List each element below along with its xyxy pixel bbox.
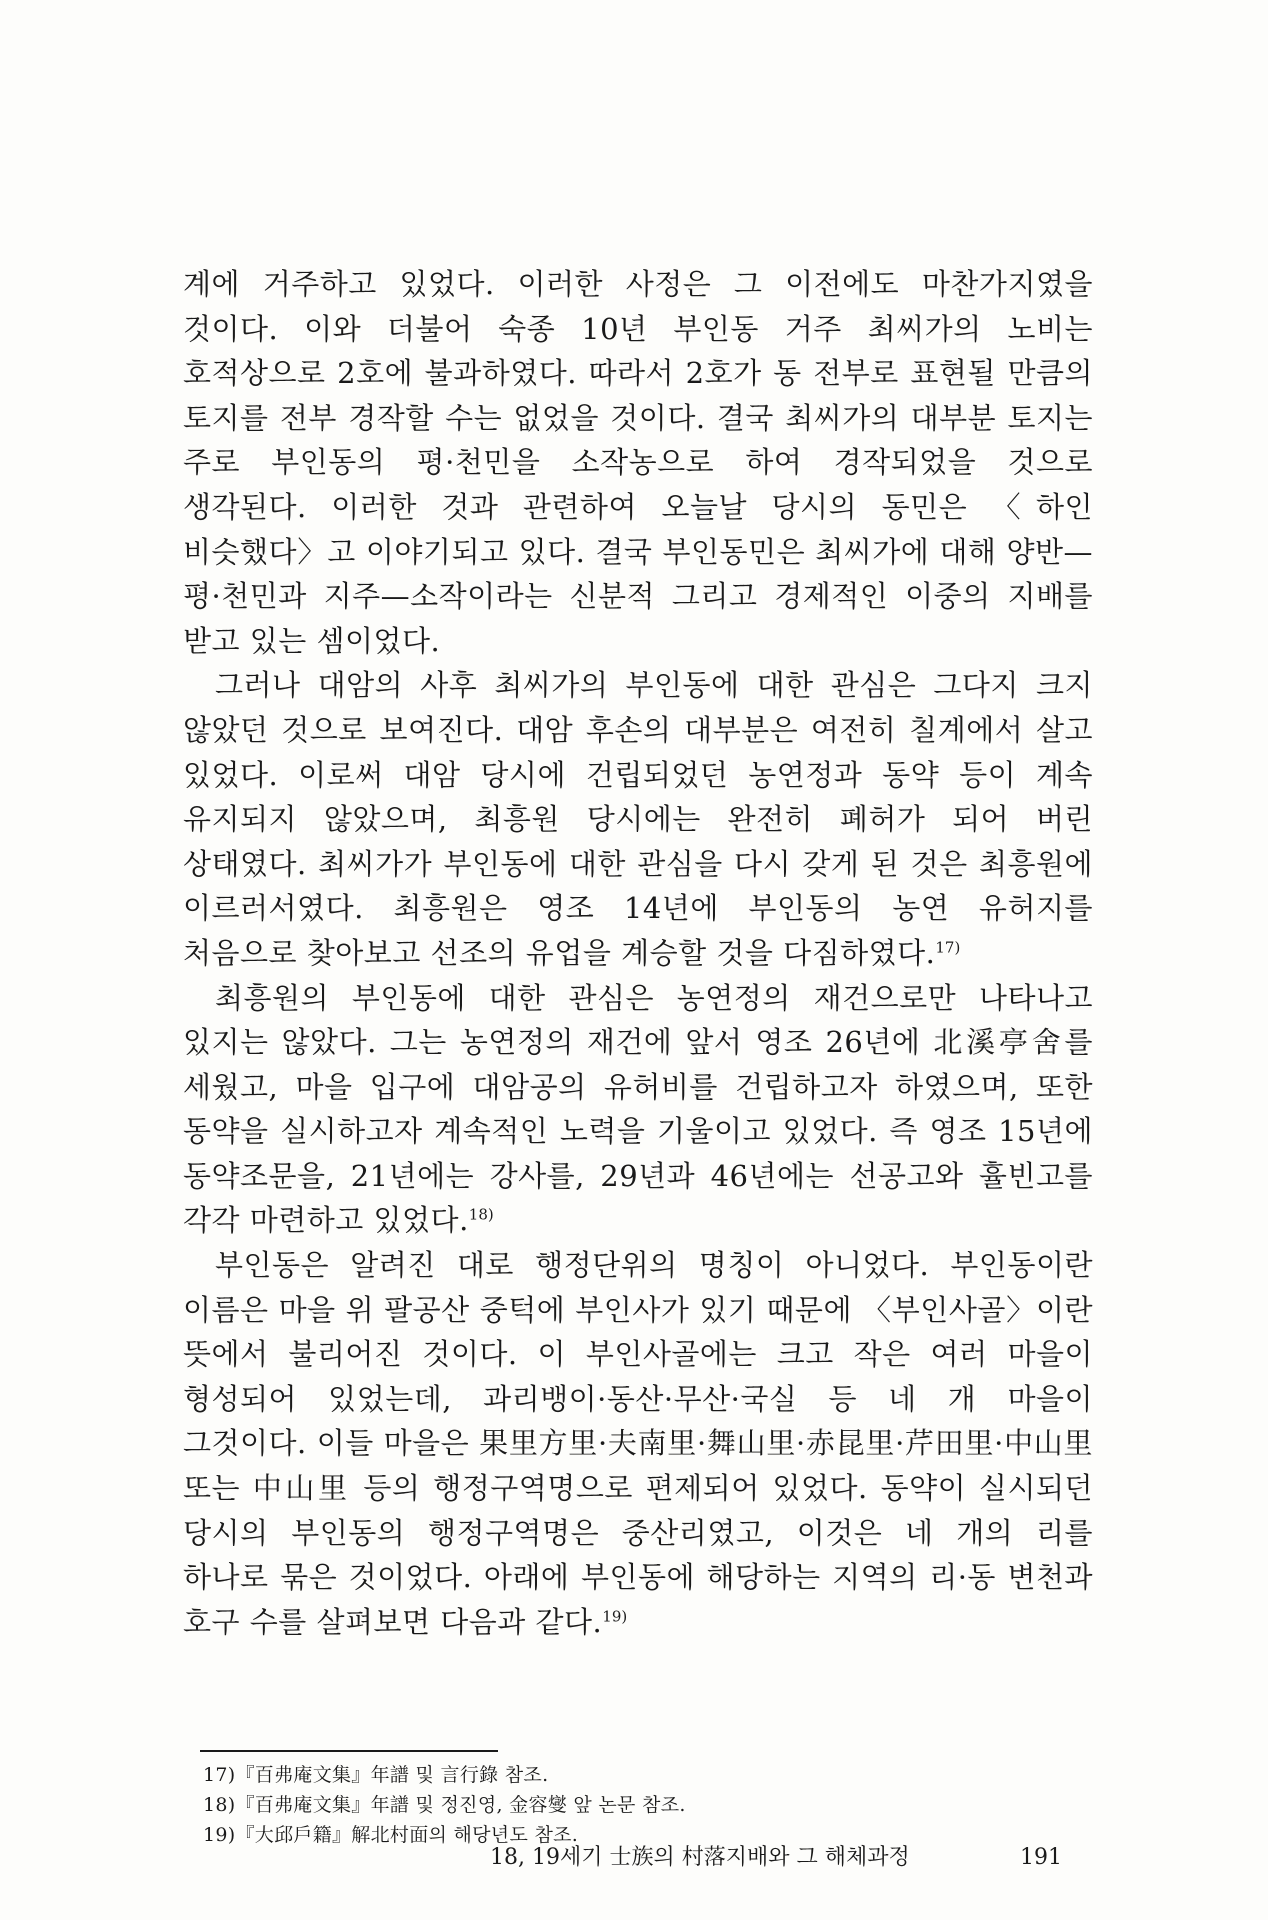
paragraph-3	[183, 976, 1093, 1244]
paragraph-3-text: 최흥원의 부인동에 대한 관심은 농연정의 재건으로만 나타나고 있지는 않았다. 그는 농연정의 재건에 앞서 영조 26년에 北溪亭舍를 세웠고, 마을 입구에 대암공의 유허비를 건립하고자 하였으며, 또한 동약을 실시하고자 계속적인 노력을 기울이고 있었다. 즉 영조 15년에 동약조문을, 21년에는 강사를, 29년과 46년에는 선공고와 휼빈고를 각각 마련하고 있었다.	[183, 980, 1093, 1238]
footnote-19: 19)『大邱戶籍』解北村面의 해당년도 참조.	[203, 1824, 579, 1846]
paragraph-4	[183, 1243, 1093, 1644]
paragraph-4-text: 부인동은 알려진 대로 행정단위의 명칭이 아니었다. 부인동이란 이름은 마을 위 팔공산 중턱에 부인사가 있기 때문에 〈부인사골〉이란 뜻에서 불리어진 것이다. 이 부인사골에는 크고 작은 여러 마을이 형성되어 있었는데, 과리뱅이·동산·무산·국실 등 네 개 마을이 그것이다. 이들 마을은 果里方里·夫南里·舞山里·赤昆里·芹田里·中山里 또는 中山里 등의 행정구역명으로 편제되어 있었다. 동약이 실시되던 당시의 부인동의 행정구역명은 중산리였고, 이것은 네 개의 리를 하나로 묶은 것이었다. 아래에 부인동에 해당하는 지역의 리·동 변천과 호구 수를 살펴보면 다음과 같다.	[183, 1248, 1093, 1639]
footnote-ref-17[interactable]: 17)	[935, 938, 961, 957]
footnotes	[203, 1760, 1063, 1850]
running-title: 18, 19세기 士族의 村落지배와 그 해체과정	[490, 1845, 910, 1870]
paragraph-2	[183, 663, 1093, 975]
running-footer	[490, 1838, 1090, 1878]
footnote-17: 17)『百弗庵文集』年譜 및 言行錄 참조.	[203, 1764, 549, 1786]
footnote-18: 18)『百弗庵文集』年譜 및 정진영, 金容燮 앞 논문 참조.	[203, 1794, 686, 1816]
footnote-ref-19[interactable]: 19)	[602, 1607, 628, 1626]
footnote-ref-18[interactable]: 18)	[468, 1205, 494, 1224]
body-text	[183, 262, 1093, 1644]
paragraph-1	[183, 262, 1093, 663]
paragraph-2-text: 그러나 대암의 사후 최씨가의 부인동에 대한 관심은 그다지 크지 않았던 것으로 보여진다. 대암 후손의 대부분은 여전히 칠계에서 살고 있었다. 이로써 대암 당시에 건립되었던 농연정과 동약 등이 계속 유지되지 않았으며, 최흥원 당시에는 완전히 폐허가 되어 버린 상태였다. 최씨가가 부인동에 대한 관심을 다시 갖게 된 것은 최흥원에 이르러서였다. 최흥원은 영조 14년에 부인동의 농연 유허지를 처음으로 찾아보고 선조의 유업을 계승할 것을 다짐하였다.	[183, 668, 1093, 970]
page-number: 191	[1020, 1845, 1062, 1870]
footnote-divider	[200, 1750, 498, 1752]
paragraph-1-text: 계에 거주하고 있었다. 이러한 사정은 그 이전에도 마찬가지였을 것이다. 이와 더불어 숙종 10년 부인동 거주 최씨가의 노비는 호적상으로 2호에 불과하였다. 따라서 2호가 동 전부로 표현될 만큼의 토지를 전부 경작할 수는 없었을 것이다. 결국 최씨가의 대부분 토지는 주로 부인동의 평·천민을 소작농으로 하여 경작되었을 것으로 생각된다. 이러한 것과 관련하여 오늘날 당시의 동민은 〈하인 비슷했다〉고 이야기되고 있다. 결국 부인동민은 최씨가에 대해 양반—평·천민과 지주—소작이라는 신분적 그리고 경제적인 이중의 지배를 받고 있는 셈이었다.	[183, 267, 1093, 658]
